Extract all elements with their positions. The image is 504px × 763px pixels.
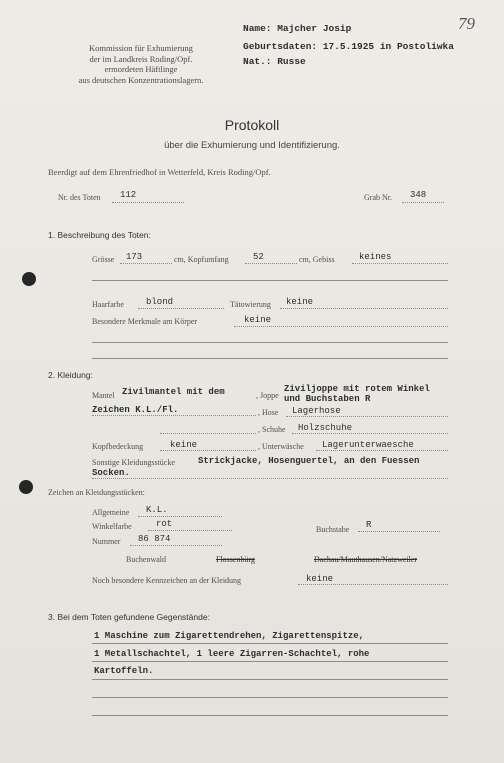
- name-value: Majcher Josip: [277, 23, 352, 34]
- commission-block: [56, 43, 226, 85]
- allgemeine-value: K.L.: [146, 505, 168, 515]
- nummer-value: 86 874: [138, 534, 171, 544]
- schuhe-line: [292, 433, 448, 434]
- kopfumfang-line: [245, 263, 297, 264]
- buchstabe-line: [358, 531, 440, 532]
- joppe-value-continued: und Buchstaben R: [284, 394, 371, 404]
- haarfarbe-label: Haarfarbe: [92, 300, 124, 309]
- commission-line: Kommission für Exhumierung: [89, 43, 193, 53]
- sonstige-value-continued: Socken.: [92, 468, 130, 478]
- nationality-value: Russe: [277, 56, 306, 67]
- allgemeine-label: Allgemeine: [92, 508, 130, 517]
- buchstabe-label: Buchstabe: [316, 525, 350, 534]
- section-2-title: 2. Kleidung:: [48, 370, 93, 380]
- birth-value: 17.5.1925 in Postoliwka: [322, 41, 454, 52]
- blank-line: [92, 715, 448, 716]
- lager-flossenbuerg: Flossenbürg: [216, 555, 255, 564]
- birth-row: [243, 41, 454, 52]
- name-label: Name:: [243, 23, 272, 34]
- noch-label: Noch besondere Kennzeichen an der Kleidung: [92, 576, 242, 585]
- blank-line: [92, 342, 448, 343]
- zeichen-title: Zeichen an Kleidungsstücken:: [48, 488, 145, 497]
- haarfarbe-line: [138, 308, 224, 309]
- mantel-line: [92, 415, 256, 416]
- nr-toten-label: Nr. des Toten: [58, 193, 101, 202]
- lager-dachau: Dachau/Mauthausen/Natzweiler: [314, 555, 418, 564]
- hose-line: [286, 416, 448, 417]
- gebiss-line: [352, 263, 448, 264]
- noch-line: [298, 584, 448, 585]
- grab-label: Grab Nr.: [364, 193, 392, 202]
- blank-line: [160, 433, 256, 434]
- nr-toten-line: [112, 202, 184, 203]
- unterwaesche-label: , Unterwäsche: [258, 442, 304, 451]
- joppe-label: , Joppe: [256, 391, 279, 400]
- winkelfarbe-value: rot: [156, 519, 173, 529]
- gegenstaende-line-3: Kartoffeln.: [94, 666, 154, 676]
- birth-label: Geburtsdaten:: [243, 41, 318, 52]
- name-row: [243, 23, 351, 34]
- section-3-title: 3. Bei dem Toten gefundene Gegenstände:: [48, 612, 210, 622]
- schuhe-label: , Schuhe: [258, 425, 286, 434]
- gegenstaende-line-2: 1 Metallschachtel, 1 leere Zigarren-Schachtel, rohe: [94, 649, 370, 659]
- blank-line: [92, 697, 448, 698]
- buchstabe-value: R: [366, 520, 372, 530]
- joppe-value: Ziviljoppe mit rotem Winkel: [284, 384, 430, 394]
- kopfumfang-value: 52: [253, 252, 264, 262]
- merkmale-label: Besondere Merkmale am Körper: [92, 317, 198, 326]
- blank-line: [92, 679, 448, 680]
- kopfbedeckung-label: Kopfbedeckung: [92, 442, 144, 451]
- blank-line: [92, 643, 448, 644]
- groesse-label: Grösse: [92, 255, 115, 264]
- mantel-value: Zivilmantel mit dem: [122, 387, 225, 397]
- winkelfarbe-label: Winkelfarbe: [92, 522, 132, 531]
- unterwaesche-line: [316, 450, 448, 451]
- schuhe-value: Holzschuhe: [298, 423, 353, 433]
- document-subtitle: über die Exhumierung und Identifizierung.: [164, 140, 340, 151]
- punch-hole: [22, 272, 36, 286]
- blank-line: [92, 661, 448, 662]
- kopfumfang-unit: cm, Gebiss: [299, 255, 335, 264]
- page-number: 79: [458, 14, 475, 33]
- taetowierung-value: keine: [286, 297, 314, 307]
- sonstige-label: Sonstige Kleidungsstücke: [92, 458, 175, 467]
- gegenstaende-line-1: 1 Maschine zum Zigarettendrehen, Zigarettenspitze,: [94, 631, 365, 641]
- allgemeine-line: [138, 516, 222, 517]
- kopfbedeckung-line: [160, 450, 256, 451]
- groesse-unit: cm, Kopfumfang: [174, 255, 229, 264]
- noch-value: keine: [306, 574, 334, 584]
- grab-value: 348: [410, 190, 427, 200]
- nationality-label: Nat.:: [243, 56, 272, 67]
- burial-statement: Beerdigt auf dem Ehrenfriedhof in Wetterfeld, Kreis Roding/Opf.: [48, 167, 271, 177]
- commission-line: der im Landkreis Roding/Opf.: [89, 53, 193, 64]
- blank-line: [92, 358, 448, 359]
- grab-line: [402, 202, 444, 203]
- commission-line: aus deutschen Konzentrationslagern.: [78, 74, 204, 85]
- sonstige-line: [92, 478, 448, 479]
- blank-line: [92, 280, 448, 281]
- punch-hole: [19, 480, 33, 494]
- mantel-label: Mantel: [92, 391, 115, 400]
- taetowierung-line: [280, 308, 448, 309]
- nummer-label: Nummer: [92, 537, 121, 546]
- mantel-value-continued: Zeichen K.L./Fl.: [92, 405, 179, 415]
- hose-label: , Hose: [258, 408, 279, 417]
- merkmale-value: keine: [244, 315, 272, 325]
- nr-toten-value: 112: [120, 190, 137, 200]
- unterwaesche-value: Lagerunterwaesche: [322, 440, 414, 450]
- winkelfarbe-line: [148, 530, 232, 531]
- kopfbedeckung-value: keine: [170, 440, 198, 450]
- hose-value: Lagerhose: [292, 406, 341, 416]
- groesse-value: 173: [126, 252, 143, 262]
- merkmale-line: [234, 326, 448, 327]
- lager-buchenwald: Buchenwald: [126, 555, 166, 564]
- haarfarbe-value: blond: [146, 297, 174, 307]
- commission-line: ermordeten Häftlinge: [104, 64, 178, 74]
- taetowierung-label: Tätowierung: [230, 300, 271, 309]
- nationality-row: [243, 56, 306, 67]
- groesse-line: [120, 263, 172, 264]
- document-title: Protokoll: [224, 117, 280, 133]
- section-1-title: 1. Beschreibung des Toten:: [48, 230, 151, 240]
- nummer-line: [130, 545, 222, 546]
- sonstige-value: Strickjacke, Hosenguertel, an den Fuessen: [198, 456, 420, 466]
- gebiss-value: keines: [359, 252, 392, 262]
